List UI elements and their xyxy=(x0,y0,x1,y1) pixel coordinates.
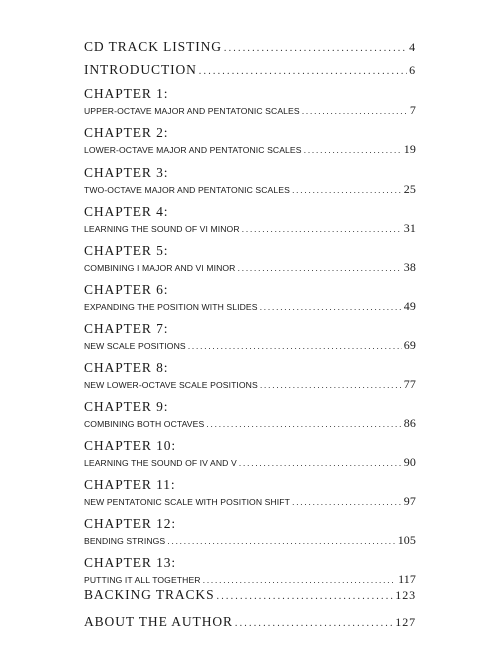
dot-leader xyxy=(292,497,402,507)
toc-entry-page: 86 xyxy=(403,416,416,430)
toc-entry-chapter-13[interactable] xyxy=(84,555,416,587)
toc-entry-page: 31 xyxy=(403,221,416,235)
toc-entry-page: 105 xyxy=(397,533,416,547)
chapter-title: UPPER-OCTAVE MAJOR AND PENTATONIC SCALES xyxy=(84,106,300,116)
toc-entry-page: 19 xyxy=(403,142,416,156)
chapter-heading: CHAPTER 7: xyxy=(84,321,169,336)
toc-entry-about-the-author[interactable] xyxy=(84,614,416,630)
chapter-title: PUTTING IT ALL TOGETHER xyxy=(84,575,201,585)
toc-entry-cd-track-listing[interactable] xyxy=(84,39,416,55)
chapter-title: NEW SCALE POSITIONS xyxy=(84,341,186,351)
toc-entry-chapter-12[interactable] xyxy=(84,516,416,548)
dot-leader xyxy=(224,43,407,54)
chapter-heading: CHAPTER 4: xyxy=(84,204,169,219)
chapter-heading: CHAPTER 3: xyxy=(84,165,169,180)
dot-leader xyxy=(199,66,407,77)
chapter-title: TWO-OCTAVE MAJOR AND PENTATONIC SCALES xyxy=(84,185,290,195)
chapter-heading: CHAPTER 6: xyxy=(84,282,169,297)
toc-entry-chapter-4[interactable] xyxy=(84,204,416,236)
chapter-title: NEW PENTATONIC SCALE WITH POSITION SHIFT xyxy=(84,497,290,507)
chapter-heading: CHAPTER 11: xyxy=(84,477,176,492)
toc-entry-page: 117 xyxy=(398,572,416,586)
chapter-title: LEARNING THE SOUND OF IV AND V xyxy=(84,458,237,468)
toc-entry-label: CD TRACK LISTING xyxy=(84,39,222,54)
dot-leader xyxy=(206,419,402,429)
toc-entry-chapter-11[interactable] xyxy=(84,477,416,509)
dot-leader xyxy=(238,263,402,273)
toc-entry-page: 90 xyxy=(403,455,416,469)
toc-entry-label: ABOUT THE AUTHOR xyxy=(84,614,233,629)
toc-entry-page: 6 xyxy=(409,63,416,77)
toc-entry-chapter-3[interactable] xyxy=(84,165,416,197)
toc-entry-chapter-2[interactable] xyxy=(84,125,416,157)
dot-leader xyxy=(260,302,402,312)
toc-entry-page: 7 xyxy=(409,103,416,117)
toc-entry-chapter-7[interactable] xyxy=(84,321,416,353)
chapter-heading: CHAPTER 13: xyxy=(84,555,177,570)
toc-entry-chapter-9[interactable] xyxy=(84,399,416,431)
chapter-title: LEARNING THE SOUND OF VI MINOR xyxy=(84,224,240,234)
toc-entry-chapter-8[interactable] xyxy=(84,360,416,392)
dot-leader xyxy=(304,145,402,155)
toc-entry-chapter-6[interactable] xyxy=(84,282,416,314)
toc-entry-page: 38 xyxy=(403,260,416,274)
toc-entry-page: 123 xyxy=(395,588,416,602)
dot-leader xyxy=(260,380,402,390)
chapter-title: EXPANDING THE POSITION WITH SLIDES xyxy=(84,302,258,312)
toc-entry-page: 127 xyxy=(395,615,416,629)
toc-entry-page: 49 xyxy=(403,299,416,313)
dot-leader xyxy=(239,458,402,468)
chapter-title: LOWER-OCTAVE MAJOR AND PENTATONIC SCALES xyxy=(84,145,302,155)
toc-entry-label: INTRODUCTION xyxy=(84,62,197,77)
dot-leader xyxy=(302,106,408,116)
toc-entry-chapter-5[interactable] xyxy=(84,243,416,275)
dot-leader xyxy=(203,575,397,585)
toc-entry-page: 69 xyxy=(403,338,416,352)
toc-entry-page: 4 xyxy=(409,40,416,54)
chapter-heading: CHAPTER 8: xyxy=(84,360,169,375)
chapter-title: BENDING STRINGS xyxy=(84,536,166,546)
chapter-heading: CHAPTER 12: xyxy=(84,516,177,531)
chapter-heading: CHAPTER 2: xyxy=(84,125,169,140)
dot-leader xyxy=(292,185,402,195)
chapter-heading: CHAPTER 10: xyxy=(84,438,177,453)
chapter-heading: CHAPTER 1: xyxy=(84,86,169,101)
chapter-heading: CHAPTER 9: xyxy=(84,399,169,414)
dot-leader xyxy=(188,341,402,351)
toc-entry-chapter-1[interactable] xyxy=(84,86,416,118)
dot-leader xyxy=(242,224,402,234)
chapter-title: COMBINING BOTH OCTAVES xyxy=(84,419,205,429)
dot-leader xyxy=(235,618,393,629)
toc-entry-backing-tracks[interactable] xyxy=(84,587,416,603)
toc-entry-chapter-10[interactable] xyxy=(84,438,416,470)
chapter-heading: CHAPTER 5: xyxy=(84,243,169,258)
toc-entry-page: 25 xyxy=(403,182,416,196)
toc-entry-page: 97 xyxy=(403,494,416,508)
dot-leader xyxy=(217,591,394,602)
dot-leader xyxy=(167,536,395,546)
chapter-title: COMBINING I MAJOR AND VI MINOR xyxy=(84,263,236,273)
chapter-title: NEW LOWER-OCTAVE SCALE POSITIONS xyxy=(84,380,258,390)
toc-entry-introduction[interactable] xyxy=(84,62,416,78)
toc-entry-label: BACKING TRACKS xyxy=(84,587,215,602)
toc-entry-page: 77 xyxy=(403,377,416,391)
